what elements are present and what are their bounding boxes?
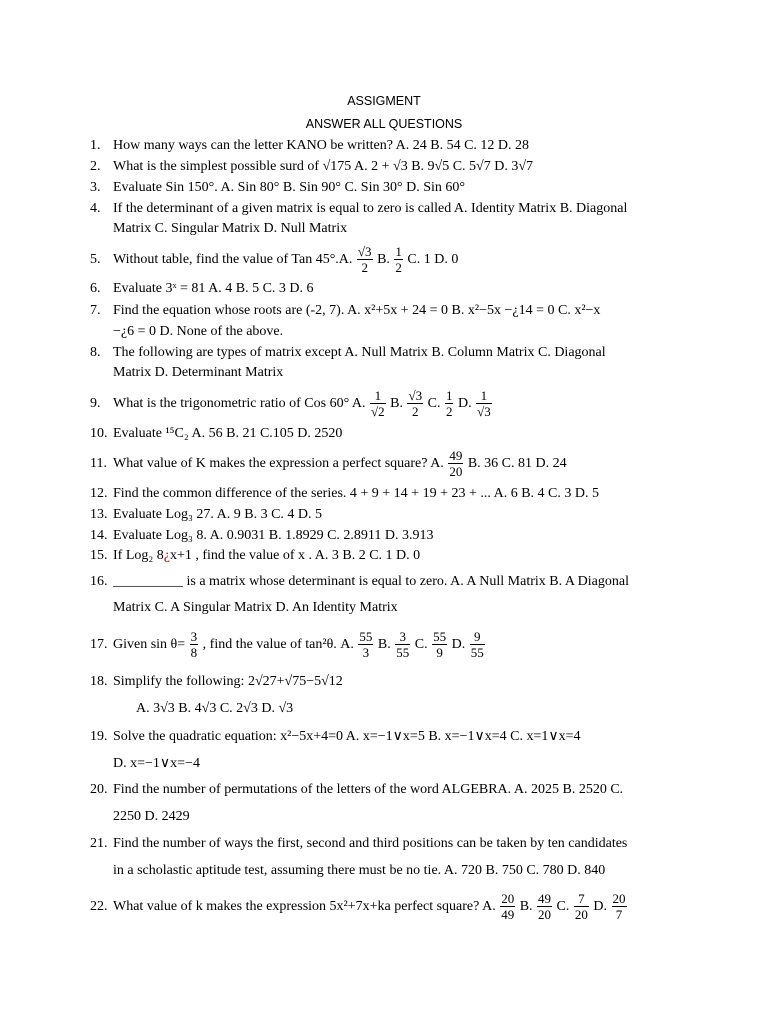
- question-text: The following are types of matrix except A. Null Matrix B. Column Matrix C. Diagonal: [113, 345, 606, 360]
- question-number: 5.: [90, 252, 101, 267]
- question-20: [90, 780, 678, 800]
- question-11: 11. What value of K makes the expression a perfect square? A. $\frac{49}{20}$ B. 36 C. 81 D. 24: [90, 448, 567, 480]
- question-number: 15.: [90, 548, 108, 563]
- question-12: [90, 484, 678, 504]
- question-number: 20.: [90, 782, 108, 797]
- question-8-continued: Matrix D. Determinant Matrix: [113, 365, 284, 380]
- question-text: If Log₂ 8: [113, 548, 164, 563]
- question-text: What value of K makes the expression a perfect square? A.: [113, 456, 444, 471]
- question-8: [90, 343, 678, 363]
- question-20-continued: 2250 D. 2429: [113, 809, 190, 824]
- error-mark: ¿: [163, 548, 170, 563]
- question-text: Given sin θ=: [113, 637, 186, 652]
- question-19-continued: D. x=−1∨x=−4: [113, 756, 200, 771]
- question-text: What is the simplest possible surd of √175 A. 2 + √3 B. 9√5 C. 5√7 D. 3√7: [113, 159, 534, 174]
- question-6: [90, 279, 678, 299]
- question-3: [90, 178, 678, 198]
- question-text: What is the trigonometric ratio of Cos 60° A.: [113, 396, 366, 411]
- question-14: [90, 526, 678, 546]
- question-text: Find the common difference of the series. 4 + 9 + 14 + 19 + 23 + ... A. 6 B. 4 C. 3 D. 5: [113, 486, 599, 501]
- question-number: 19.: [90, 729, 108, 744]
- question-10: [90, 424, 678, 444]
- question-1: [90, 136, 678, 156]
- question-text: Solve the quadratic equation: x²−5x+4=0 A. x=−1∨x=5 B. x=−1∨x=4 C. x=1∨x=4: [113, 729, 581, 744]
- fraction: $\frac{√3}{2}$: [408, 388, 423, 420]
- question-text: How many ways can the letter KANO be written? A. 24 B. 54 C. 12 D. 28: [113, 138, 530, 153]
- question-number: 3.: [90, 180, 101, 195]
- question-text: Find the equation whose roots are (-2, 7). A. x²+5x + 24 = 0 B. x²−5x −¿14 = 0 C. x²−x: [113, 303, 601, 318]
- question-text: Simplify the following: 2√27+√75−5√12: [113, 674, 343, 689]
- question-21: [90, 834, 678, 854]
- fraction: $\frac{1}{√2}$: [371, 388, 385, 420]
- question-text: Evaluate ¹⁵C₂ A. 56 B. 21 C.105 D. 2520: [113, 426, 343, 441]
- fraction: $\frac{1}{√3}$: [477, 388, 491, 420]
- question-9: 9. What is the trigonometric ratio of Cos 60° A. $\frac{1}{√2}$ B. $\frac{√3}{2}$ C. $\frac{1}{2}$ D. $\frac{1}{√3}$: [90, 388, 491, 420]
- page-subtitle: ANSWER ALL QUESTIONS: [305, 117, 463, 131]
- question-number: 21.: [90, 836, 108, 851]
- question-number: 7.: [90, 303, 101, 318]
- question-text: Evaluate Log₃ 27. A. 9 B. 3 C. 4 D. 5: [113, 507, 323, 522]
- question-4: [90, 199, 678, 219]
- fraction: $\frac{7}{20}$: [574, 891, 588, 923]
- fraction: $\frac{49}{20}$: [538, 891, 552, 923]
- fraction: $\frac{55}{3}$: [359, 629, 373, 661]
- question-21-continued: in a scholastic aptitude test, assuming there must be no tie. A. 720 B. 750 C. 780 D. 840: [113, 863, 606, 878]
- question-number: 22.: [90, 899, 108, 914]
- question-22: 22. What value of k makes the expression 5x²+7x+ka perfect square? A. $\frac{20}{49}$ B. $\frac{49}{20}$ C. $\frac{7}{20}$ D. $\frac{20}{7}$: [90, 891, 626, 923]
- question-2: [90, 157, 678, 177]
- question-text: Evaluate 3ˣ = 81 A. 4 B. 5 C. 3 D. 6: [113, 281, 314, 296]
- fraction: $\frac{20}{7}$: [612, 891, 626, 923]
- question-text: Evaluate Log₃ 8. A. 0.9031 B. 1.8929 C. 2.8911 D. 3.913: [113, 528, 434, 543]
- fraction: $\frac{55}{9}$: [433, 629, 447, 661]
- question-7-continued: −¿6 = 0 D. None of the above.: [113, 324, 284, 339]
- question-number: 17.: [90, 637, 108, 652]
- question-18: [90, 672, 678, 692]
- question-number: 18.: [90, 674, 108, 689]
- question-number: 1.: [90, 138, 101, 153]
- question-text: Evaluate Sin 150°. A. Sin 80° B. Sin 90° C. Sin 30° D. Sin 60°: [113, 180, 465, 195]
- question-15: 15. If Log₂ 8¿x+1 , find the value of x . A. 3 B. 2 C. 1 D. 0: [90, 546, 678, 566]
- question-number: 2.: [90, 159, 101, 174]
- question-number: 13.: [90, 507, 108, 522]
- fraction: $\frac{49}{20}$: [449, 448, 463, 480]
- question-number: 4.: [90, 201, 101, 216]
- question-16-continued: Matrix C. A Singular Matrix D. An Identity Matrix: [113, 600, 398, 615]
- question-text: __________ is a matrix whose determinant is equal to zero. A. A Null Matrix B. A Diagonal: [113, 574, 629, 589]
- question-number: 8.: [90, 345, 101, 360]
- fraction: $\frac{9}{55}$: [470, 629, 484, 661]
- question-5: 5. Without table, find the value of Tan 45°.A. $\frac{√3}{2}$ B. $\frac{1}{2}$ C. 1 D. 0: [90, 244, 459, 276]
- question-number: 16.: [90, 574, 108, 589]
- question-text: Find the number of ways the first, second and third positions can be taken by ten candidates: [113, 836, 628, 851]
- question-16: [90, 572, 678, 592]
- question-number: 6.: [90, 281, 101, 296]
- question-number: 14.: [90, 528, 108, 543]
- fraction: $\frac{√3}{2}$: [357, 244, 372, 276]
- fraction: $\frac{1}{2}$: [395, 244, 402, 276]
- question-number: 12.: [90, 486, 108, 501]
- question-17: 17. Given sin θ= $\frac{3}{8}$ , find the value of tan²θ. A. $\frac{55}{3}$ B. $\frac{3}{55}$ C. $\frac{55}{9}$ D. $\frac{9}{55}$: [90, 629, 484, 661]
- question-text: Find the number of permutations of the letters of the word ALGEBRA. A. 2025 B. 2520 C.: [113, 782, 624, 797]
- question-number: 9.: [90, 396, 101, 411]
- fraction: $\frac{1}{2}$: [445, 388, 453, 420]
- question-18-options: A. 3√3 B. 4√3 C. 2√3 D. √3: [136, 701, 294, 716]
- question-number: 11.: [90, 456, 107, 471]
- question-7: [90, 301, 678, 321]
- question-13: [90, 505, 678, 525]
- question-text: What value of k makes the expression 5x²+7x+ka perfect square? A.: [113, 899, 496, 914]
- question-text: If the determinant of a given matrix is equal to zero is called A. Identity Matrix B. Diagonal: [113, 201, 628, 216]
- question-19: [90, 727, 678, 747]
- question-number: 10.: [90, 426, 108, 441]
- fraction: $\frac{20}{49}$: [501, 891, 515, 923]
- fraction: $\frac{3}{8}$: [190, 629, 198, 661]
- question-4-continued: Matrix C. Singular Matrix D. Null Matrix: [113, 221, 348, 236]
- question-text: Without table, find the value of Tan 45°.A.: [113, 252, 353, 267]
- fraction: $\frac{3}{55}$: [396, 629, 410, 661]
- page-title: ASSIGMENT: [347, 94, 421, 108]
